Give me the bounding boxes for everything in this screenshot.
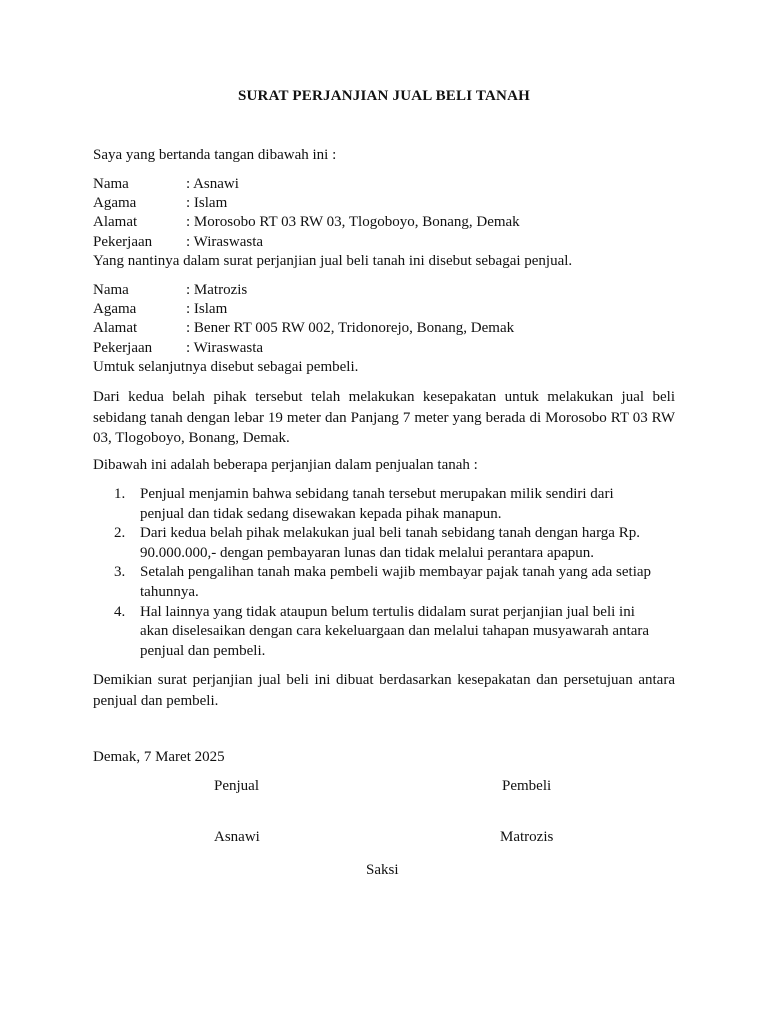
list-item-text: Hal lainnya yang tidak ataupun belum tertulis didalam surat perjanjian jual beli ini akan diselesaikan dengan cara kekeluargaan dan melalui tahapan musyawarah antara penjual dan pembeli. (140, 603, 650, 659)
list-item-number: 3. (114, 564, 126, 581)
field-label: Pekerjaan (93, 340, 153, 356)
list-item (93, 603, 675, 662)
buyer-role-label: Pembeli (502, 778, 552, 794)
list-item-text: Dari kedua belah pihak melakukan jual beli tanah sebidang tanah dengan harga Rp. 90.000.000,- dengan pembayaran lunas dan tidak melalui perantara apapun. (140, 525, 640, 561)
field-label: Agama (93, 301, 137, 317)
buyer-signature-name: Matrozis (500, 829, 554, 845)
place-date: Demak, 7 Maret 2025 (93, 749, 225, 765)
field-value: : Asnawi (186, 176, 239, 192)
list-item-number: 1. (114, 486, 126, 502)
list-item (93, 485, 675, 524)
list-item-number: 4. (114, 603, 126, 620)
terms-list (93, 485, 675, 661)
document-title: SURAT PERJANJIAN JUAL BELI TANAH (237, 88, 530, 104)
field-value: : Morosobo RT 03 RW 03, Tlogoboyo, Bonang, Demak (186, 214, 520, 230)
closing-paragraph: Demikian surat perjanjian jual beli ini dibuat berdasarkan kesepakatan dan persetujuan antara penjual dan pembeli. (93, 672, 675, 709)
list-item (93, 524, 675, 563)
field-value: : Wiraswasta (186, 340, 264, 356)
list-item-text: Setalah pengalihan tanah maka pembeli wajib membayar pajak tanah yang ada setiap tahunnya. (140, 564, 652, 600)
field-value: : Wiraswasta (186, 234, 264, 250)
intro-text: Saya yang bertanda tangan dibawah ini : (93, 147, 337, 163)
agreement-paragraph: Dari kedua belah pihak tersebut telah melakukan kesepakatan untuk melakukan jual beli sebidang tanah dengan lebar 19 meter dan Panjang 7 meter yang berada di Morosobo RT 03 RW 03, Tlogoboyo, Bonang, Demak. (93, 389, 675, 446)
buyer-note: Umtuk selanjutnya disebut sebagai pembeli. (93, 359, 359, 375)
seller-role-label: Penjual (214, 778, 259, 794)
field-value: : Islam (186, 195, 228, 211)
field-label: Alamat (93, 214, 138, 230)
field-label: Agama (93, 195, 137, 211)
field-label: Nama (93, 282, 129, 298)
list-item-text: Penjual menjamin bahwa sebidang tanah tersebut merupakan milik sendiri dari penjual dan tidak sedang disewakan kepada pihak manapun. (140, 486, 614, 522)
field-label: Alamat (93, 320, 138, 336)
terms-intro: Dibawah ini adalah beberapa perjanjian dalam penjualan tanah : (93, 457, 478, 473)
field-label: Pekerjaan (93, 234, 153, 250)
seller-signature-name: Asnawi (214, 829, 260, 845)
list-item (93, 563, 675, 602)
seller-note: Yang nantinya dalam surat perjanjian jual beli tanah ini disebut sebagai penjual. (93, 253, 573, 269)
field-label: Nama (93, 176, 129, 192)
field-value: : Bener RT 005 RW 002, Tridonorejo, Bonang, Demak (186, 320, 515, 336)
witness-label: Saksi (366, 862, 399, 878)
field-value: : Matrozis (186, 282, 248, 298)
field-value: : Islam (186, 301, 228, 317)
list-item-number: 2. (114, 525, 126, 542)
